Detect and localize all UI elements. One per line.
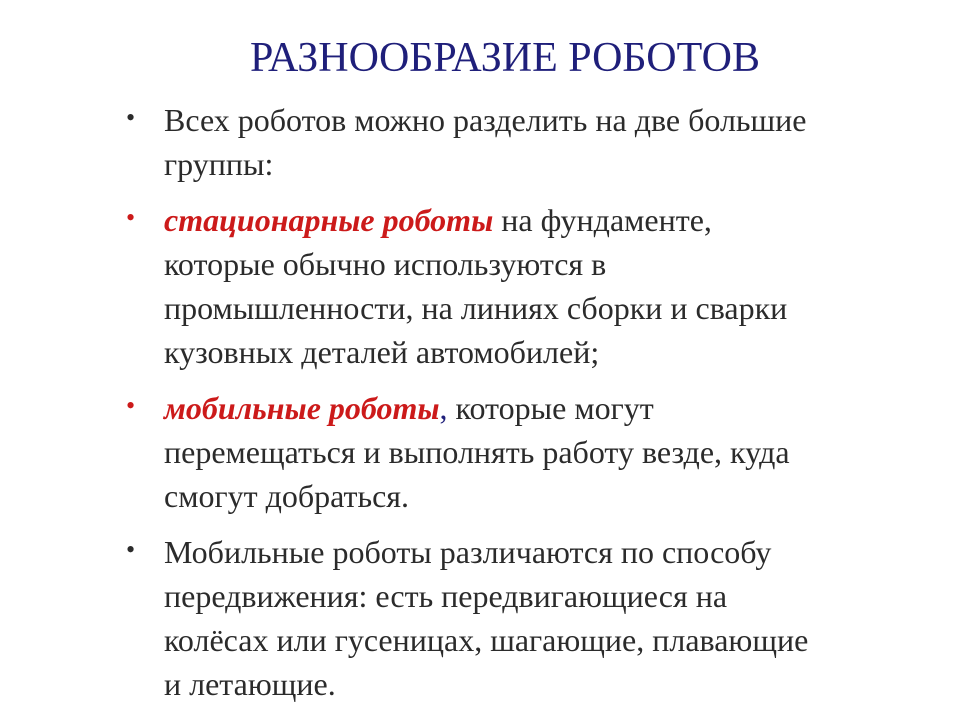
bullet-2-line-1: [164, 198, 922, 242]
bullet-3-line-2: перемещаться и выполнять работу везде, куда: [164, 434, 790, 470]
bullet-2-line-2: которые обычно используются в: [164, 246, 607, 282]
bullet-2-line-1-rest: на фундаменте,: [493, 202, 712, 238]
bullet-3-line-3: смогут добраться.: [164, 478, 409, 514]
bullet-list: [122, 98, 922, 718]
bullet-dot-icon: •: [126, 391, 136, 420]
bullet-3-line-1: [164, 386, 922, 430]
bullet-4-line-3: колёсах или гусеницах, шагающие, плавающие: [164, 622, 809, 658]
bullet-dot-icon: •: [126, 103, 136, 132]
bullet-item-3: [122, 386, 922, 518]
emphasis-mobile-robots: мобильные роботы: [164, 390, 440, 426]
bullet-2-line-3: промышленности, на линиях сборки и сварки: [164, 290, 788, 326]
bullet-dot-icon: •: [126, 535, 136, 564]
bullet-item-4: [122, 530, 922, 706]
bullet-4-line-1: Мобильные роботы различаются по способу: [164, 534, 772, 570]
bullet-3-line-1-rest: которые могут: [447, 390, 654, 426]
emphasis-stationary-robots: стационарные роботы: [164, 202, 494, 238]
bullet-dot-icon: •: [126, 203, 136, 232]
bullet-2-line-4: кузовных деталей автомобилей;: [164, 334, 600, 370]
bullet-1-line-2: группы:: [164, 146, 274, 182]
slide-title: РАЗНООБРАЗИЕ РОБОТОВ: [250, 35, 761, 81]
bullet-1-line-1: Всех роботов можно разделить на две большие: [164, 102, 807, 138]
bullet-4-line-4: и летающие.: [164, 666, 336, 702]
bullet-item-2: [122, 198, 922, 374]
bullet-3-comma: ,: [439, 390, 448, 426]
bullet-item-1: [122, 98, 922, 186]
bullet-4-line-2: передвижения: есть передвигающиеся на: [164, 578, 728, 614]
